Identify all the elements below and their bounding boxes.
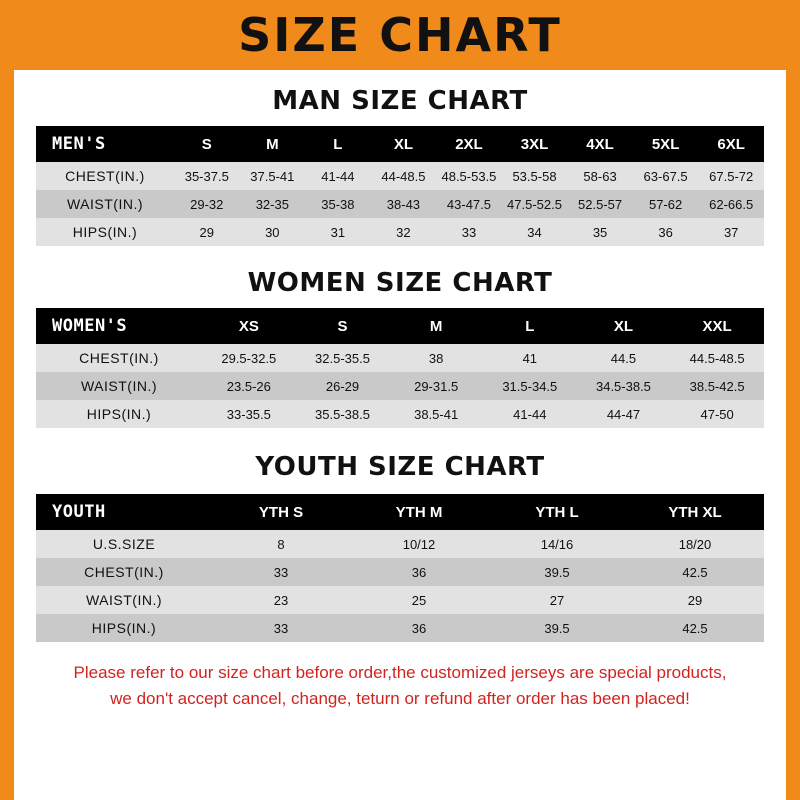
- man-waist-s: 29-32: [190, 196, 224, 212]
- youth-row-chest-label: CHEST(IN.): [84, 564, 164, 580]
- man-hips-s: 29: [199, 224, 214, 240]
- youth-chest-l: 39.5: [544, 564, 570, 580]
- table-row: [36, 400, 764, 428]
- table-header-row: [36, 494, 764, 530]
- man-hips-2xl: 33: [461, 224, 477, 240]
- man-waist-4xl: 52.5-57: [578, 196, 623, 212]
- man-header-s: S: [201, 135, 212, 153]
- man-header-4xl: 4XL: [586, 135, 614, 153]
- youth-header-label: YOUTH: [52, 502, 106, 522]
- table-row: [36, 162, 764, 190]
- women-chest-xxl: 44.5-48.5: [689, 350, 745, 366]
- man-hips-m: 30: [265, 224, 280, 240]
- women-header-label: WOMEN'S: [52, 316, 128, 336]
- man-hips-l: 31: [330, 224, 346, 240]
- man-chest-6xl: 67.5-72: [709, 168, 754, 184]
- youth-size-table: [36, 494, 764, 642]
- man-table-body: [36, 162, 764, 246]
- women-waist-m: 29-31.5: [414, 378, 459, 394]
- women-size-table: [36, 308, 764, 428]
- man-chest-s: 35-37.5: [184, 168, 229, 184]
- youth-hips-m: 36: [411, 620, 427, 636]
- notice-line-1: Please refer to our size chart before order,the customized jerseys are special products,: [73, 663, 727, 682]
- man-chest-2xl: 48.5-53.5: [441, 168, 497, 184]
- table-row: [36, 614, 764, 642]
- youth-table-header: [36, 494, 764, 530]
- table-row: [36, 558, 764, 586]
- man-hips-4xl: 35: [592, 224, 608, 240]
- table-row: [36, 344, 764, 372]
- table-row: [36, 218, 764, 246]
- youth-ussize-m: 10/12: [402, 536, 436, 552]
- man-header-5xl: 5XL: [651, 135, 680, 153]
- women-header-s: S: [337, 317, 348, 335]
- man-row-waist-label: WAIST(IN.): [66, 196, 144, 212]
- table-header-row: [36, 126, 764, 162]
- youth-hips-s: 33: [273, 620, 289, 636]
- man-chest-xl: 44-48.5: [381, 168, 426, 184]
- man-header-m: M: [266, 135, 279, 153]
- women-hips-l: 41-44: [513, 406, 547, 422]
- page-title: SIZE CHART: [238, 8, 562, 62]
- women-waist-xl: 34.5-38.5: [595, 378, 651, 394]
- women-hips-s: 35.5-38.5: [315, 406, 370, 422]
- women-chest-m: 38: [428, 350, 444, 366]
- content-area: [14, 86, 786, 711]
- women-row-waist-label: WAIST(IN.): [80, 378, 158, 394]
- women-row-chest-label: CHEST(IN.): [79, 350, 159, 366]
- youth-header-m: YTH M: [395, 503, 443, 521]
- man-chest-4xl: 58-63: [583, 168, 617, 184]
- table-row: [36, 372, 764, 400]
- youth-row-hips-label: HIPS(IN.): [91, 620, 157, 636]
- youth-hips-l: 39.5: [544, 620, 570, 636]
- youth-ussize-xl: 18/20: [678, 536, 712, 552]
- women-header-xs: XS: [238, 317, 259, 335]
- women-hips-xxl: 47-50: [700, 406, 734, 422]
- women-waist-l: 31.5-34.5: [502, 378, 558, 394]
- man-header-6xl: 6XL: [717, 135, 745, 153]
- man-waist-m: 32-35: [255, 196, 289, 212]
- women-waist-xxl: 38.5-42.5: [689, 378, 745, 394]
- man-header-l: L: [333, 135, 343, 153]
- women-header-xl: XL: [613, 317, 634, 335]
- man-header-label: MEN'S: [52, 134, 106, 154]
- table-row: [36, 530, 764, 558]
- man-section-title: MAN SIZE CHART: [272, 86, 528, 116]
- women-chest-s: 32.5-35.5: [315, 350, 370, 366]
- youth-waist-xl: 29: [687, 592, 703, 608]
- women-waist-xs: 23.5-26: [226, 378, 271, 394]
- women-section-title: WOMEN SIZE CHART: [247, 268, 553, 298]
- youth-chest-xl: 42.5: [682, 564, 708, 580]
- women-header-l: L: [525, 317, 535, 335]
- man-chest-5xl: 63-67.5: [643, 168, 688, 184]
- man-chest-3xl: 53.5-58: [512, 168, 557, 184]
- order-policy-notice: [36, 660, 764, 711]
- youth-waist-m: 25: [411, 592, 427, 608]
- women-header-m: M: [429, 317, 443, 335]
- youth-section-title: YOUTH SIZE CHART: [255, 452, 545, 482]
- man-size-table: [36, 126, 764, 246]
- man-hips-3xl: 34: [527, 224, 542, 240]
- women-row-hips-label: HIPS(IN.): [86, 406, 152, 422]
- women-chest-l: 41: [522, 350, 538, 366]
- women-waist-s: 26-29: [325, 378, 360, 394]
- man-row-hips-label: HIPS(IN.): [72, 224, 138, 240]
- table-row: [36, 190, 764, 218]
- man-header-2xl: 2XL: [455, 135, 483, 153]
- man-waist-l: 35-38: [321, 196, 355, 212]
- women-chest-xs: 29.5-32.5: [221, 350, 277, 366]
- women-hips-m: 38.5-41: [414, 406, 459, 422]
- women-hips-xl: 44-47: [606, 406, 641, 422]
- youth-row-waist-label: WAIST(IN.): [85, 592, 163, 608]
- women-table-body: [36, 344, 764, 428]
- youth-header-xl: YTH XL: [668, 503, 722, 521]
- table-header-row: [36, 308, 764, 344]
- women-header-xxl: XXL: [702, 317, 732, 335]
- man-waist-xl: 38-43: [386, 196, 421, 212]
- man-hips-5xl: 36: [658, 224, 673, 240]
- women-table-header: [36, 308, 764, 344]
- man-hips-6xl: 37: [723, 224, 739, 240]
- youth-table-body: [36, 530, 764, 642]
- youth-ussize-l: 14/16: [540, 536, 574, 552]
- man-hips-xl: 32: [396, 224, 411, 240]
- man-row-chest-label: CHEST(IN.): [65, 168, 145, 184]
- youth-ussize-s: 8: [277, 536, 285, 552]
- youth-header-s: YTH S: [258, 503, 304, 521]
- man-waist-2xl: 43-47.5: [446, 196, 491, 212]
- youth-row-ussize-label: U.S.SIZE: [92, 536, 156, 552]
- youth-waist-l: 27: [549, 592, 565, 608]
- man-header-3xl: 3XL: [520, 135, 549, 153]
- man-chest-l: 41-44: [321, 168, 355, 184]
- table-row: [36, 586, 764, 614]
- man-waist-6xl: 62-66.5: [709, 196, 754, 212]
- youth-chest-s: 33: [273, 564, 289, 580]
- man-table-header: [36, 126, 764, 162]
- page-banner: [14, 0, 786, 70]
- youth-chest-m: 36: [411, 564, 427, 580]
- notice-line-2: we don't accept cancel, change, teturn or refund after order has been placed!: [110, 688, 690, 708]
- youth-waist-s: 23: [273, 592, 289, 608]
- man-waist-3xl: 47.5-52.5: [507, 196, 562, 212]
- youth-header-l: YTH L: [535, 503, 579, 521]
- women-hips-xs: 33-35.5: [226, 406, 271, 422]
- man-chest-m: 37.5-41: [250, 168, 295, 184]
- man-waist-5xl: 57-62: [648, 196, 683, 212]
- women-chest-xl: 44.5: [610, 350, 637, 366]
- man-header-xl: XL: [393, 135, 413, 153]
- youth-hips-xl: 42.5: [682, 620, 708, 636]
